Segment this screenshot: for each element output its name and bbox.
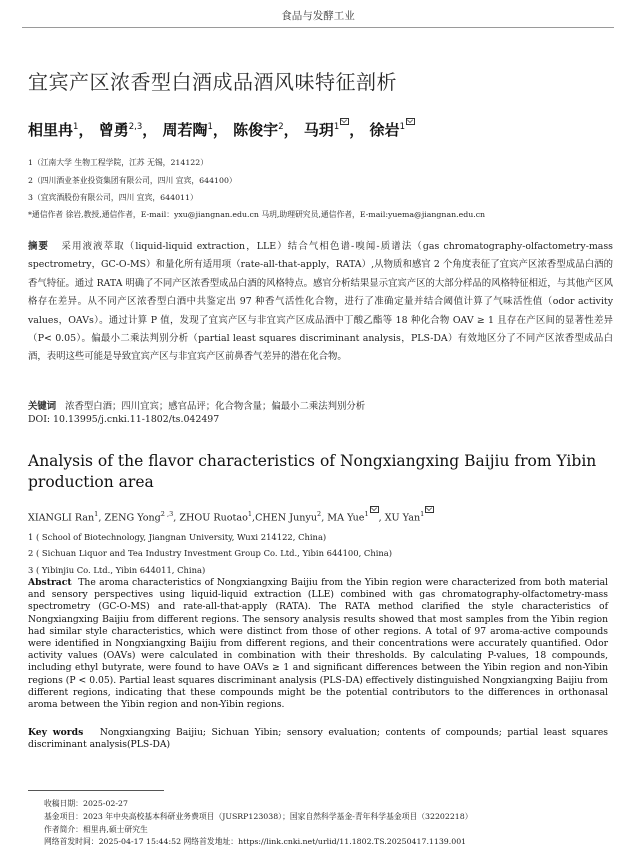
english-keywords [28, 727, 608, 751]
author-affil-sup: 1 [94, 510, 99, 519]
author-affil-sup: 1 [247, 510, 253, 519]
footnote-received: 收稿日期：2025-02-27 [44, 799, 128, 808]
abstract-text: The aroma characteristics of Nongxiangxing Baijiu from the Yibin region were characterized from both material and sensory perspectives using liquid-liquid extraction (LLE) combined with gas chromatography-olfactometry-mass spectrometry (GC-O-MS) and rate-all-that-apply (RATA). The RATA method clarified the style characteristics of Nongxiangxing Baijiu from different regions. The sensory analysis results showed that most samples from the Yibin region had similar style characteristics, which were distinct from those of other regions. A total of 97 aroma-active compounds were identified in Nongxiangxing Baijiu from different regions, and their concentrations were accurately quantified. Odor activity values (OAVs) were calculated in combination with their thresholds. By calculating P-values, 18 compounds, including ethyl butyrate, were found to have OAVs ≥ 1 and significant differences between the Yibin region and non-Yibin regions (P < 0.05). Partial least squares discriminant analysis (PLS-DA) effectively distinguished Nongxiangxing Baijiu from different regions, indicating that these compounds might be the potential contributors to the differences in orthonasal aroma between the Yibin region and non-Yibin regions. [28, 577, 608, 711]
envelope-icon [370, 506, 379, 513]
abstract-label: Abstract [28, 577, 72, 588]
keywords-text: Nongxiangxing Baijiu; Sichuan Yibin; sensory evaluation; contents of compounds; partial least squares discriminant analysis(PLS-DA) [28, 727, 608, 751]
author-name: ZENG Yong [104, 512, 161, 524]
author-affil-sup: 2 ,3 [160, 510, 174, 519]
header-divider [22, 27, 614, 28]
keywords-label: Key words [28, 727, 84, 738]
author-affil-sup: 1 [207, 121, 213, 132]
author-name: ZHOU Ruotao [179, 512, 248, 524]
author-name: XIANGLI Ran [28, 512, 95, 524]
affiliation-line: 2（四川酒业茶业投资集团有限公司，四川 宜宾，644100） [28, 176, 237, 185]
english-abstract [28, 577, 608, 711]
author-name: 周若陶 [162, 120, 208, 139]
abstract-text: 采用液液萃取（liquid-liquid extraction，LLE）结合气相色谱-嗅闻-质谱法（gas chromatography-olfactometry-mass spectrometry，GC-O-MS）和量化所有适用项（rate-all-that-apply，RATA）,从物质和感官 2 个角度表征了宜宾产区浓香型成品白酒的香气特征。通过 RATA 明确了不同产区浓香型成品白酒的风格特点。感官分析结果显示宜宾产区的大部分样品的风格特征相近，与其他产区风格存在差异。从不同产区浓香型白酒中共鉴定出 97 种香气活性化合物，进行了准确定量并结合阈值计算了气味活性值（odor activity values，OAVs）。通过计算 P 值，发现了宜宾产区与非宜宾产区成品酒中丁酸乙酯等 18 种化合物 OAV ≥ 1 且存在产区间的显著性差异（P< 0.05）。偏最小二乘法判别分析（partial least squares discriminant analysis，PLS-DA）有效地区分了不同产区浓香型成品白酒，表明这些可能是导致宜宾产区与非宜宾产区前鼻香气差异的潜在化合物。 [28, 241, 613, 363]
keywords-text: 浓香型白酒；四川宜宾；感官品评；化合物含量；偏最小二乘法判别分析 [65, 401, 366, 412]
abstract-label: 摘要 [28, 241, 50, 252]
english-title: Analysis of the flavor characteristics of Nongxiangxing Baijiu from Yibin production area [28, 452, 597, 491]
author-name: 相里冉 [28, 120, 74, 139]
chinese-authors: 相里冉$^1$， 曾勇$^{2,3}$， 周若陶$^1$， 陈俊宇$^2$， 马玥$^1$ ， 徐岩$^1$ [28, 118, 415, 140]
author-name: 陈俊宇 [233, 120, 279, 139]
affiliation-line: 3 ( Yibinjiu Co. Ltd., Yibin 644011, China) [28, 565, 206, 575]
correspondence-line: *通信作者 徐岩,教授,通信作者，E-mail：yxu@jiangnan.edu.cn 马玥,助理研究员,通信作者，E-mail:yuema@jiangnan.edu.cn [28, 210, 486, 219]
english-authors: XIANGLI Ran$^1$, ZENG Yong$^{2 ,3}$, ZHOU Ruotao$^1$,CHEN Junyu$^2$, MA Yue$^1$ , XU Yan$^1$ [28, 506, 434, 523]
affiliation-line: 3（宜宾酒股份有限公司，四川 宜宾，644011） [28, 193, 198, 202]
chinese-abstract [28, 238, 613, 367]
doi: DOI: 10.13995/j.cnki.11-1802/ts.042497 [28, 414, 220, 425]
keywords-label: 关键词 [28, 401, 57, 412]
affiliation-line: 1（江南大学 生物工程学院，江苏 无锡，214122） [28, 158, 209, 167]
footnote-online-first: 网络首发时间：2025-04-17 15:44:52 网络首发地址：https://link.cnki.net/urlid/11.1802.TS.20250417.1139.001 [44, 837, 467, 846]
footnote-author-bio: 作者简介：相里冉,硕士研究生 [44, 825, 148, 834]
author-name: 徐岩 [369, 120, 400, 139]
journal-name: 食品与发酵工业 [281, 10, 355, 22]
author-name: XU Yan [384, 512, 421, 524]
author-affil-sup: 1 [399, 121, 405, 132]
author-affil-sup: 2,3 [128, 121, 143, 132]
chinese-title: 宜宾产区浓香型白酒成品酒风味特征剖析 [28, 70, 397, 94]
affiliation-line: 2 ( Sichuan Liquor and Tea Industry Investment Group Co. Ltd., Yibin 644100, China) [28, 548, 393, 558]
footnote-divider [28, 790, 164, 791]
author-name: 曾勇 [98, 120, 129, 139]
author-name: 马玥 [303, 120, 334, 139]
author-affil-sup: 1 [364, 510, 369, 519]
envelope-icon [406, 118, 415, 125]
author-affil-sup: 2 [317, 510, 322, 519]
author-affil-sup: 1 [420, 510, 425, 519]
affiliation-line: 1 ( School of Biotechnology, Jiangnan University, Wuxi 214122, China) [28, 532, 327, 542]
author-affil-sup: 1 [333, 121, 340, 132]
footnote-funding: 基金项目：2023 年中央高校基本科研业务费项目（JUSRP123038）；国家自然科学基金-青年科学基金项目（32202218） [44, 812, 473, 821]
envelope-icon [340, 118, 349, 125]
author-affil-sup: 2 [278, 121, 284, 132]
chinese-keywords [28, 398, 365, 412]
author-affil-sup: 1 [73, 121, 79, 132]
author-name: CHEN Junyu [255, 512, 318, 524]
envelope-icon [425, 506, 434, 513]
author-name: MA Yue [327, 512, 365, 524]
